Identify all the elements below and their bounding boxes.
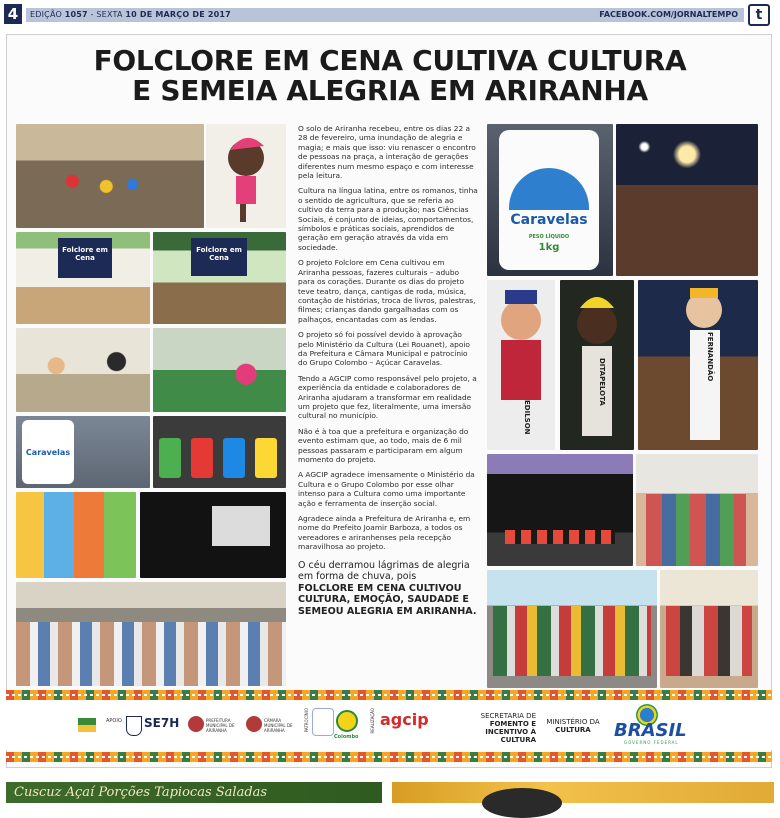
- photo-stage-band: [487, 454, 633, 566]
- article-paragraph: Agradece ainda a Prefeitura de Ariranha e, em nome do Prefeito Joamir Barboza, a todos os vereadores e ariranhenses pela recepção maravilhosa ao projeto.: [298, 514, 471, 552]
- article-paragraph: Tendo a AGCIP como responsável pelo projeto, a experiência da entidade e colaboradores de Ariranha ajudaram a transformar em realidade um projeto que fez, literalmente, uma imersão cultural no município.: [298, 373, 477, 421]
- edition-info: [30, 9, 231, 21]
- edition-date: 10 DE MARÇO DE 2017: [125, 10, 231, 19]
- round-logo-icon: [482, 788, 562, 818]
- folk-pattern-band-bottom: [6, 752, 772, 762]
- se7h-logo: SE7H: [144, 716, 180, 730]
- closing-statement: FOLCLORE EM CENA CULTIVOU CULTURA, EMOÇÃO, SAUDADE E SEMEOU ALEGRIA EM ARIRANHA.: [298, 582, 477, 618]
- ministerio-line-1: MINISTÉRIO DA: [546, 718, 600, 726]
- page-header: [0, 0, 780, 28]
- banner-label: Folclore em Cena: [62, 246, 108, 262]
- realizacao-label: REALIZAÇÃO: [370, 708, 375, 734]
- article-paragraph: Não é à toa que a prefeitura e organização do evento estimam que, ao todo, mais de 6 mil pessoas passaram e participaram em algum momento do projeto.: [298, 426, 469, 464]
- photo-caravelas-sack: [487, 124, 613, 276]
- secretaria-line-3: INCENTIVO À CULTURA: [485, 728, 536, 744]
- page-number: 4: [4, 4, 22, 24]
- article-paragraph: Cultura na língua latina, entre os romanos, tinha o sentido de agricultura, que se referia ao cultivo da terra para a produção; nas Ciências Sociais, é conjunto de ideias, comportamentos, símbolos e práticas sociais, aprendidos de geração em geração através da vida em sociedade.: [298, 186, 478, 252]
- closing-intro: O céu derramou lágrimas de alegria em forma de chuva, pois: [298, 559, 470, 583]
- article-body: [298, 124, 478, 618]
- governo-federal-label: GOVERNO FEDERAL: [624, 740, 679, 745]
- photo-audience: [16, 582, 286, 686]
- photo-puppet-fernandao: [638, 280, 758, 450]
- puppet-name: EDILSON: [523, 400, 531, 435]
- article-headline: [0, 46, 780, 106]
- ministerio-logo: [540, 718, 606, 734]
- edition-number: 1057: [64, 10, 88, 19]
- photo-puppet-edilson: [487, 280, 555, 450]
- camara-label: CÂMARA MUNICIPAL DE ARIRANHA: [264, 718, 293, 733]
- photo-tent-show-1: [16, 232, 150, 324]
- menu-ad-text: Cuscuz Açaí Porções Tapiocas Saladas: [14, 785, 268, 800]
- shield-icon: [126, 716, 142, 736]
- photo-tent-show-2: [153, 232, 286, 324]
- sack-weight: 1kg: [538, 242, 560, 253]
- photo-film-screening: [140, 492, 286, 578]
- caravelas-logo-icon: [312, 708, 334, 736]
- menu-ad-strip: [6, 782, 382, 803]
- agcip-logo: agcip: [380, 710, 429, 729]
- brasil-logo: BRASIL: [614, 720, 687, 741]
- prefeitura-label: PREFEITURA MUNICIPAL DE ARIRANHA: [206, 718, 235, 733]
- photo-night-crowd: [616, 124, 758, 276]
- apoio-label: APOIO: [106, 718, 122, 724]
- article-paragraph: O solo de Ariranha recebeu, entre os dias 22 a 28 de fevereiro, uma inundação de alegria e magia; e mais que isso: viu renascer o encontro de pessoas na praça, a interação de gerações diferentes num mesmo espaço e com interesse pela leitura.: [298, 124, 476, 181]
- secretaria-line-1: SECRETARIA DE: [480, 712, 536, 720]
- jornal-tempo-logo: t: [748, 4, 770, 26]
- photo-caravelas-sack-small: [16, 416, 150, 488]
- article-paragraph: A AGCIP agradece imensamente o Ministério da Cultura e o Grupo Colombo por esse olhar intenso para a Cultura como uma importante ação e ferramenta de inserção social.: [298, 470, 475, 508]
- saci-figure-icon: [206, 124, 286, 228]
- puppet-name: DITAPELOTA: [598, 358, 606, 406]
- patrocinio-label: PATROCÍNIO: [304, 708, 309, 733]
- photo-barrels: [153, 416, 286, 488]
- colombo-label: Colombo: [334, 734, 359, 740]
- puppet-name: FERNANDÃO: [706, 332, 714, 382]
- secretaria-logo: [452, 712, 536, 744]
- colombo-logo-icon: [336, 710, 358, 732]
- photo-book-covers: [16, 492, 136, 578]
- edition-label: EDIÇÃO: [30, 10, 62, 19]
- photo-saci-cutout: [206, 124, 286, 228]
- headline-line-1: FOLCLORE EM CENA CULTIVA CULTURA: [93, 44, 687, 77]
- article-paragraph: O projeto só foi possível devido à aprovação pelo Ministério da Cultura (Lei Rouanet), apoio da Prefeitura e Câmara Municipal e patrocínio do Grupo Colombo – Açúcar Caravelas.: [298, 330, 470, 368]
- photo-kids-reading: [16, 328, 150, 412]
- photo-puppet-ditapelota: [560, 280, 634, 450]
- photo-clowns-crowd: [16, 124, 204, 228]
- prefeitura-seal-icon: [188, 716, 204, 732]
- photo-group-2: [660, 570, 758, 688]
- article-paragraph: O projeto Folclore em Cena cultivou em Ariranha pessoas, fazeres culturais – adubo para os corações. Durante os dias do projeto teve teatro, dança, cantigas de roda, música, contação de histórias, troca de livros, palestras, filmes; crianças dando gargalhadas com os palhaços, encantadas com as lendas.: [298, 258, 476, 324]
- bakery-ad-strip: [392, 782, 774, 803]
- folk-pattern-band-top: [6, 690, 772, 700]
- ministerio-line-2: CULTURA: [555, 726, 591, 734]
- photo-group-1: [487, 570, 657, 688]
- sack-brand: Caravelas: [510, 212, 588, 228]
- headline-line-2: E SEMEIA ALEGRIA EM ARIRANHA: [132, 74, 648, 107]
- article-closing: [298, 560, 478, 618]
- photo-storyteller: [153, 328, 286, 412]
- sack-brand-small: Caravelas: [25, 448, 71, 457]
- banner-label: Folclore em Cena: [196, 246, 242, 262]
- photo-group-family: [636, 454, 758, 566]
- sponsor-strip: [6, 700, 772, 750]
- ariranha-flag-icon: [78, 718, 96, 732]
- facebook-link[interactable]: FACEBOOK.COM/JORNALTEMPO: [599, 10, 738, 19]
- sack-sub: PESO LÍQUIDO: [528, 234, 570, 240]
- camara-seal-icon: [246, 716, 262, 732]
- secretaria-line-2: FOMENTO E: [489, 720, 536, 728]
- edition-separator: - SEXTA: [90, 10, 123, 19]
